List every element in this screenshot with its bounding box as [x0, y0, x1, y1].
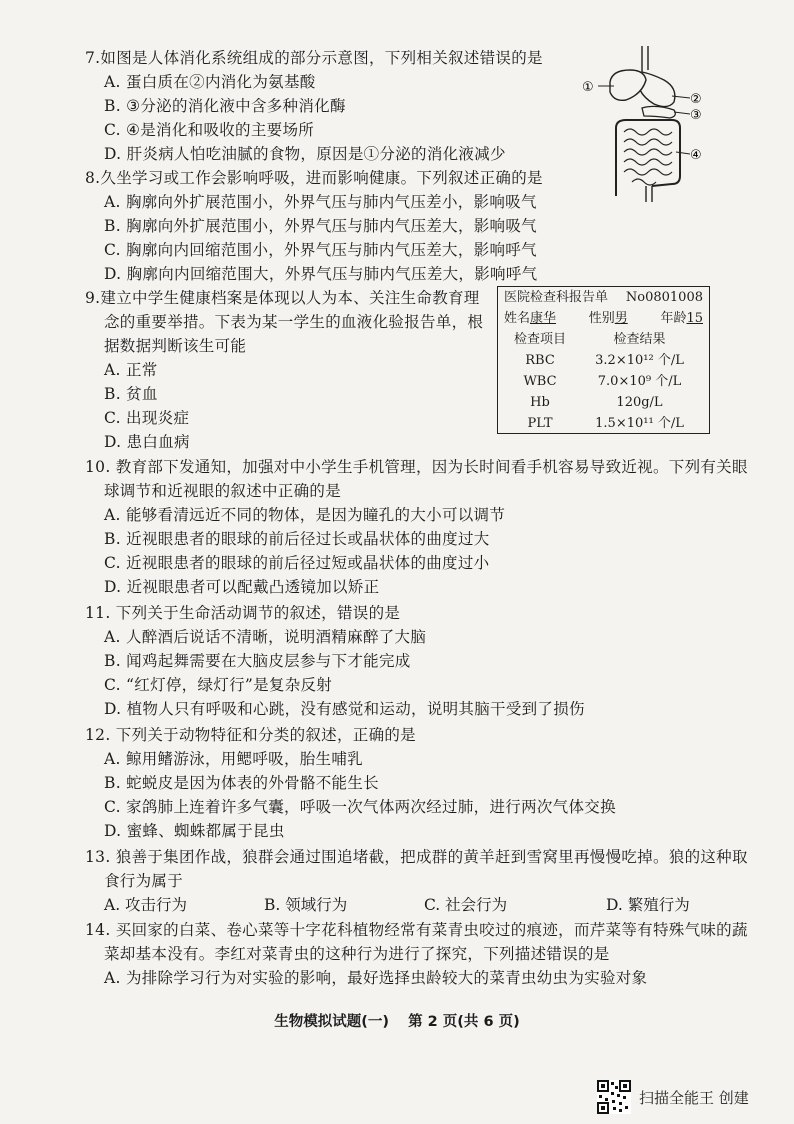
label-4: ④ [690, 148, 702, 163]
page-footer [0, 1010, 794, 1031]
option-d: D. 近视眼患者可以配戴凸透镜加以矫正 [104, 578, 380, 596]
option-b: B. 蛇蜕皮是因为体表的外骨骼不能生长 [104, 774, 379, 792]
label-1: ① [582, 80, 594, 95]
question-stem-line-1: 9.建立中学生健康档案是体现以人为本、关注生命教育理 [85, 289, 480, 307]
scanner-watermark [597, 1080, 749, 1114]
report-header [498, 287, 709, 308]
column-item: 检查项目 [513, 331, 566, 347]
pancreas-shape [642, 106, 675, 118]
option-c: C. 胸廓向内回缩范围小，外界气压与肺内气压差大，影响呼气 [104, 241, 537, 259]
option-a: A. 鲸用鳍游泳，用鳃呼吸，胎生哺乳 [104, 750, 363, 768]
column-result: 检查结果 [613, 331, 666, 347]
test-result: 1.5×10¹¹ 个/L [595, 415, 684, 431]
table-row [498, 413, 709, 434]
test-item: Hb [530, 394, 550, 410]
option-c: C. ④是消化和吸收的主要场所 [104, 121, 315, 139]
option-c: C. 出现炎症 [104, 409, 190, 427]
table-row [498, 350, 709, 371]
option-b: B. 领域行为 [264, 896, 348, 914]
report-number: No0801008 [625, 289, 703, 305]
question-stem-line-2: 球调节和近视眼的叙述中正确的是 [104, 482, 342, 500]
test-item: WBC [523, 373, 557, 389]
option-a: A. 正常 [104, 361, 158, 379]
option-a: A. 人醉酒后说话不清晰，说明酒精麻醉了大脑 [104, 628, 427, 646]
option-b: B. 闻鸡起舞需要在大脑皮层参与下才能完成 [104, 652, 411, 670]
label-3: ③ [690, 108, 702, 123]
option-a: A. 为排除学习行为对实验的影响，最好选择虫龄较大的菜青虫幼虫为实验对象 [104, 969, 648, 987]
option-b: B. 胸廓向外扩展范围小，外界气压与肺内气压差大，影响吸气 [104, 217, 537, 235]
option-a: A. 胸廓向外扩展范围小，外界气压与肺内气压差小，影响吸气 [104, 193, 537, 211]
liver-shape [610, 70, 646, 100]
esophagus-shape [642, 46, 648, 72]
report-column-headers [498, 329, 709, 350]
report-title: 医院检查科报告单 [504, 289, 609, 305]
question-11 [87, 601, 777, 721]
footer-page-number: 第 2 页(共 6 页) [408, 1014, 520, 1030]
option-b: B. 近视眼患者的眼球的前后径过长或晶状体的曲度过大 [104, 530, 490, 548]
question-stem-line-1: 14. 买回家的白菜、卷心菜等十字花科植物经常有菜青虫咬过的痕迹，而芹菜等有特殊气味的蔬 [85, 921, 748, 939]
age-label: 年龄 [660, 310, 687, 326]
question-10 [87, 455, 777, 599]
sex-label: 性别 [588, 310, 615, 326]
test-result: 120g/L [616, 394, 663, 410]
patient-age: 15 [686, 310, 703, 326]
report-patient-info [498, 308, 709, 329]
test-item: RBC [525, 352, 555, 368]
option-c: C. “红灯停，绿灯行”是复杂反射 [104, 676, 333, 694]
patient-sex: 男 [614, 310, 628, 326]
option-d: D. 植物人只有呼吸和心跳，没有感觉和运动，说明其脑干受到了损伤 [104, 700, 585, 718]
patient-name: 康华 [530, 310, 557, 326]
footer-title: 生物模拟试题(一) [274, 1014, 390, 1030]
question-stem-line-1: 13. 狼善于集团作战，狼群会通过围追堵截，把成群的黄羊赶到雪窝里再慢慢吃掉。狼的这种取 [85, 848, 748, 866]
test-result: 3.2×10¹² 个/L [595, 352, 684, 368]
option-a: A. 能够看清远近不同的物体，是因为瞳孔的大小可以调节 [104, 506, 506, 524]
option-b: B. 贫血 [104, 385, 158, 403]
table-row [498, 371, 709, 392]
options-row [87, 893, 777, 917]
name-label: 姓名 [504, 310, 531, 326]
question-stem-line-3: 据数据判断该生可能 [104, 337, 247, 355]
option-b: B. ③分泌的消化液中含多种消化酶 [104, 97, 346, 115]
question-stem: 8.久坐学习或工作会影响呼吸，进而影响健康。下列叙述正确的是 [85, 169, 543, 187]
option-d: D. 肝炎病人怕吃油腻的食物，原因是①分泌的消化液减少 [104, 145, 506, 163]
test-item: PLT [527, 415, 553, 431]
option-a: A. 蛋白质在②内消化为氨基酸 [104, 73, 316, 91]
question-14 [87, 918, 777, 990]
question-stem-line-2: 食行为属于 [104, 872, 184, 890]
label-2: ② [690, 92, 702, 107]
option-d: D. 患白血病 [104, 433, 190, 451]
question-stem: 11. 下列关于生命活动调节的叙述，错误的是 [85, 604, 401, 622]
option-c: C. 社会行为 [424, 896, 508, 914]
option-d: D. 蜜蜂、蜘蛛都属于昆虫 [104, 822, 285, 840]
option-c: C. 家鸽肺上连着许多气囊，呼吸一次气体两次经过肺，进行两次气体交换 [104, 798, 616, 816]
question-13 [87, 845, 777, 917]
option-d: D. 胸廓向内回缩范围大，外界气压与肺内气压差大，影响呼气 [104, 265, 538, 283]
question-stem-line-2: 菜却基本没有。李红对菜青虫的这种行为进行了探究，下列描述错误的是 [104, 945, 610, 963]
question-stem-line-2: 念的重要举措。下表为某一学生的血液化验报告单，根 [104, 313, 484, 331]
question-stem-line-1: 10. 教育部下发通知，加强对中小学生手机管理，因为长时间看手机容易导致近视。下列有关眼 [85, 458, 748, 476]
question-9 [87, 286, 487, 454]
option-a: A. 攻击行为 [104, 896, 188, 914]
question-stem: 7.如图是人体消化系统组成的部分示意图，下列相关叙述错误的是 [85, 49, 543, 67]
option-d: D. 繁殖行为 [606, 896, 690, 914]
question-stem: 12. 下列关于动物特征和分类的叙述，正确的是 [85, 726, 416, 744]
test-result: 7.0×10⁹ 个/L [597, 373, 682, 389]
option-c: C. 近视眼患者的眼球的前后径过短或晶状体的曲度过小 [104, 554, 490, 572]
blood-test-report [497, 286, 710, 434]
question-8 [87, 166, 777, 286]
table-row [498, 392, 709, 413]
watermark-text: 扫描全能王 创建 [639, 1088, 749, 1107]
qr-code-icon [597, 1080, 631, 1114]
question-12 [87, 723, 777, 843]
